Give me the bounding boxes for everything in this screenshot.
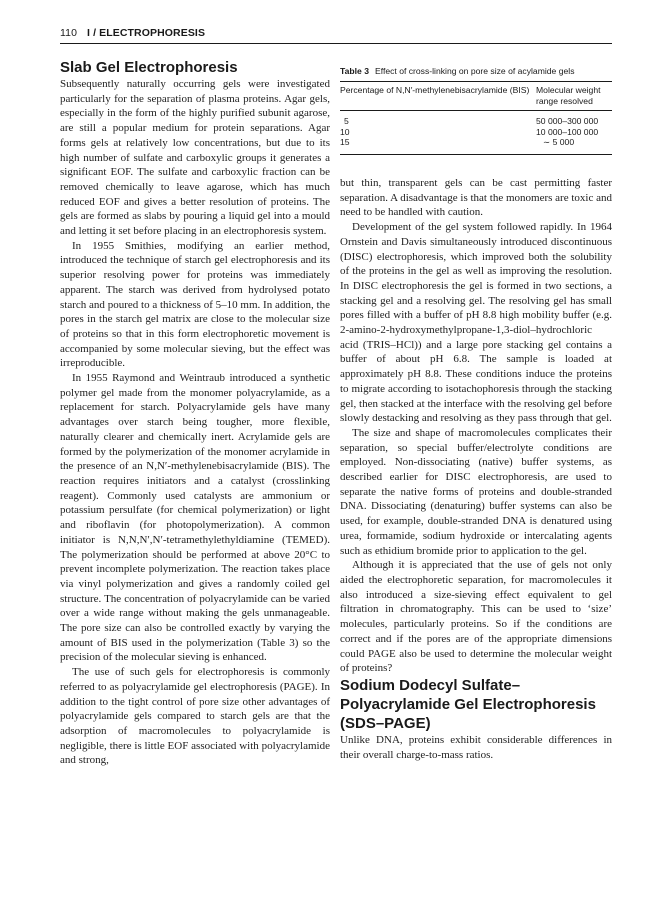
paragraph: Subsequently naturally occurring gels were investigated particularly for the separation of plasma proteins. Agar gels, especially in the form of the highly purified subunit agarose, are still a popular medium for protein separations. Agar forms gels at relatively low concentrations, but due to its high number of sulfate and carboxylic groups it generates a significant EOF. The sulfate and carboxylic fraction can be removed chemically to leave agarose, which has much reduced EOF and gives a better resolution of proteins. The gels are formed as slabs by pouring a liquid gel into a mould and letting it set before placing in an electrophoresis system. bbox=[60, 78, 330, 238]
column-header-mw: Molecular weight range resolved bbox=[536, 85, 601, 106]
paragraph: In 1955 Raymond and Weintraub introduced a synthetic polymer gel made from the monomer polyacrylamide, as a replacement for starch. Polyacrylamide gels have many advantages over starch being tougher, more flexible, naturally clearer and chemically inert. Acrylamide gels are formed by the polymerization of the monomer acrylamide in the presence of an N,N′-methylenebisacrylamide (BIS). The reaction requires initiators and a catalyst (crosslinking reagent). Commonly used catalysts are ammonium or potassium persulfate (for chemical polymerization) or light and riboflavin (for photopolymerization). A common initiator is N,N,N′,N′-tetramethylethyldiamine (TEMED). The polymerization should be performed at above 20°C to prevent incomplete polymerization. The reaction takes place via vinyl polymerization and gives a randomly coiled gel structure. The concentration of polyacrylamide can be varied over a wide range without making the gels unmanageable. The pore size can also be controlled exactly by varying the amount of BIS used in the polymerization (Table 3) so the precision of the molecular sieving is enhanced. bbox=[60, 372, 330, 664]
section-heading-slab-gel: Slab Gel Electrophoresis bbox=[60, 59, 238, 76]
running-header bbox=[60, 27, 612, 39]
table-caption-text: Effect of cross-linking on pore size of acylamide gels bbox=[374, 66, 575, 76]
page-number: 110 bbox=[60, 27, 78, 39]
table-cell: 10 bbox=[340, 126, 350, 137]
table-label: Table 3 bbox=[340, 66, 369, 76]
column-header-bis: Percentage of N,N′-methylenebisacrylamide (BIS) bbox=[340, 85, 530, 95]
header-rule bbox=[60, 43, 612, 44]
table-cell: 15 bbox=[340, 137, 350, 148]
running-title: I / ELECTROPHORESIS bbox=[87, 27, 206, 39]
table-row bbox=[340, 137, 612, 154]
paragraph: The use of such gels for electrophoresis is commonly referred to as polyacrylamide gel electrophoresis (PAGE). In addition to the tight control of pore size other advantages of polyacrylamide gels compared to starch gels are that the adsorption of macromolecules to polyacrylamide is negligible, there is little EOF associated with polyacrylamide and strong, bbox=[60, 666, 330, 767]
data-table bbox=[340, 82, 612, 155]
table-cell: ∼ 5 000 bbox=[543, 137, 575, 148]
table-cell: 10 000–100 000 bbox=[536, 126, 599, 137]
section-heading-sds-page: Sodium Dodecyl Sulfate–Polyacrylamide Gel Electrophoresis (SDS–PAGE) bbox=[340, 676, 596, 732]
paragraph: Unlike DNA, proteins exhibit considerable differences in their overall charge-to-mass ratios. bbox=[340, 733, 612, 761]
table-caption bbox=[340, 66, 612, 76]
paragraph: In 1955 Smithies, modifying an earlier method, introduced the technique of starch gel electrophoresis and its superior resolving power for proteins was immediately apparent. The starch was derived from hydrolysed potato starch and poured to a thickness of 5–10 mm. In addition, the pores in the starch gel matrix are close to the molecular size of proteins so that in this form electrophoretic movement is accompanied by some molecular sieving, but the effect was irreproducible. bbox=[60, 239, 330, 370]
table-3 bbox=[340, 66, 612, 155]
table-row bbox=[340, 111, 612, 127]
table-header-row bbox=[340, 82, 612, 111]
table-cell: 5 bbox=[344, 116, 349, 126]
paragraph: Development of the gel system followed rapidly. In 1964 Ornstein and Davis simultaneously introduced discontinuous (DISC) electrophoresis, which improved both the solubility of the proteins in the gel as well as improving the resolution. In DISC electrophoresis the gel is formed in two sections, a stacking gel and a resolving gel. The resolving gel has small pores filled with a buffer of pH 8.8 high mobility buffer (e.g. 2-amino-2-hydroxymethylpropane-1,3-diol–hydrochloric acid (TRIS–HCl)) and a large pore stacking gel contains a buffer of about pH 6.8. The sample is loaded at approximately pH 8.8. These conditions induce the proteins to migrate according to isotachophoresis through the stacking gel, then stacked at the interface with the resolving gel before slowly destacking and resolving as they pass through that gel. bbox=[340, 221, 612, 425]
paragraph: but thin, transparent gels can be cast permitting faster separation. A disadvantage is that the monomers are toxic and need to be handled with caution. bbox=[340, 177, 612, 219]
left-column bbox=[60, 58, 330, 768]
table-row bbox=[340, 127, 612, 138]
table-cell: 50 000–300 000 bbox=[536, 116, 599, 126]
paragraph: Although it is appreciated that the use of gels not only aided the electrophoretic separation, for macromolecules it also introduced a size-sieving effect equivalent to gel filtration in chromatography. This can be used to ‘size’ molecules, particularly proteins. So if the conditions are correct and if the pores are of the appropriate dimensions could PAGE also be used to determine the molecular weight of proteins? bbox=[340, 559, 612, 675]
right-column bbox=[340, 176, 612, 762]
paragraph: The size and shape of macromolecules complicates their separation, so special buffer/electrolyte conditions are employed. Non-dissociating (native) buffer systems, as described earlier for DISC electrophoresis, are used to separate the native forms of proteins and double-stranded DNA. Dissociating (denaturing) buffer systems can also be used, for example, double-stranded DNA is denatured using urea, formamide, sodium hydroxide or intercalating agents such as ethidium bromide prior to application to the gel. bbox=[340, 426, 612, 557]
